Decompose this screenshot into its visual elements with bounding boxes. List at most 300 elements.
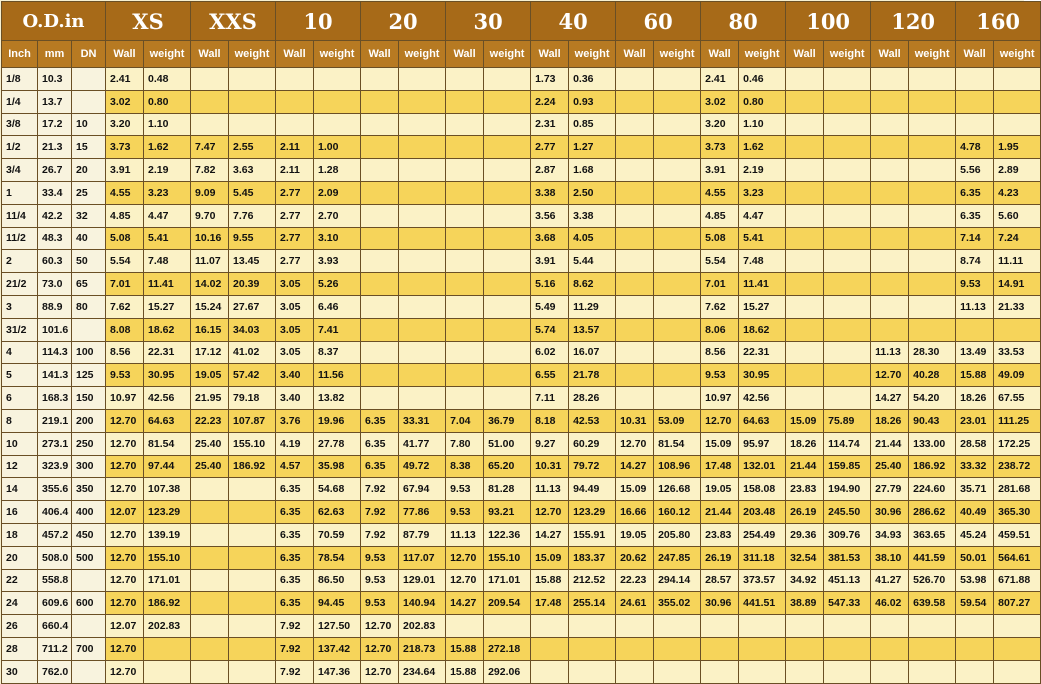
table-cell	[824, 159, 871, 182]
table-cell: 26	[2, 615, 38, 638]
table-cell	[654, 159, 701, 182]
table-row	[2, 546, 1041, 569]
table-cell	[654, 227, 701, 250]
table-cell	[484, 159, 531, 182]
table-cell	[361, 68, 399, 91]
table-cell: 558.8	[38, 569, 72, 592]
table-cell	[909, 204, 956, 227]
table-cell	[399, 159, 446, 182]
table-cell: 7.01	[106, 273, 144, 296]
table-cell: 0.36	[569, 68, 616, 91]
table-cell	[701, 660, 739, 683]
table-cell: 9.53	[446, 478, 484, 501]
table-cell	[361, 295, 399, 318]
table-cell: 97.44	[144, 455, 191, 478]
table-cell	[276, 113, 314, 136]
table-cell	[616, 341, 654, 364]
table-cell: 27.79	[871, 478, 909, 501]
table-row	[2, 523, 1041, 546]
table-cell: 15.88	[956, 364, 994, 387]
table-cell: 500	[72, 546, 106, 569]
table-cell: 41.27	[871, 569, 909, 592]
table-cell: 3/4	[2, 159, 38, 182]
table-cell	[654, 181, 701, 204]
table-cell	[871, 68, 909, 91]
header-schedule-80: 80	[701, 2, 786, 41]
table-cell: 363.65	[909, 523, 956, 546]
table-cell: 300	[72, 455, 106, 478]
table-cell: 14.02	[191, 273, 229, 296]
table-cell: 807.27	[994, 592, 1041, 615]
table-cell: 8	[2, 409, 38, 432]
table-cell	[701, 637, 739, 660]
table-cell	[654, 660, 701, 683]
table-cell: 4.85	[106, 204, 144, 227]
table-cell: 93.21	[484, 501, 531, 524]
table-cell	[276, 68, 314, 91]
table-cell: 25.40	[871, 455, 909, 478]
table-cell: 2.70	[314, 204, 361, 227]
table-cell: 79.72	[569, 455, 616, 478]
table-cell: 50	[72, 250, 106, 273]
table-cell: 15.27	[739, 295, 786, 318]
table-cell	[654, 204, 701, 227]
table-cell: 2.41	[701, 68, 739, 91]
table-cell: 4.47	[739, 204, 786, 227]
table-cell: 13.7	[38, 90, 72, 113]
table-cell: 11.13	[956, 295, 994, 318]
table-cell: 5.41	[144, 227, 191, 250]
table-row	[2, 273, 1041, 296]
table-cell: 2.50	[569, 181, 616, 204]
table-cell: 5.49	[531, 295, 569, 318]
table-row	[2, 432, 1041, 455]
column-header-weight: weight	[739, 41, 786, 68]
table-cell: 3.20	[106, 113, 144, 136]
table-cell	[824, 250, 871, 273]
column-header-row	[2, 41, 1041, 68]
table-cell	[871, 159, 909, 182]
table-cell: 13.45	[229, 250, 276, 273]
table-cell: 1.00	[314, 136, 361, 159]
table-cell: 272.18	[484, 637, 531, 660]
table-cell	[229, 592, 276, 615]
table-cell: 32.54	[786, 546, 824, 569]
table-cell: 53.09	[654, 409, 701, 432]
table-cell: 219.1	[38, 409, 72, 432]
table-cell: 129.01	[399, 569, 446, 592]
table-cell: 406.4	[38, 501, 72, 524]
table-cell: 286.62	[909, 501, 956, 524]
table-cell: 450	[72, 523, 106, 546]
table-cell: 81.54	[144, 432, 191, 455]
table-cell: 62.63	[314, 501, 361, 524]
table-cell	[484, 273, 531, 296]
table-cell	[654, 90, 701, 113]
table-cell: 309.76	[824, 523, 871, 546]
table-cell: 15	[72, 136, 106, 159]
table-cell	[569, 615, 616, 638]
column-header-weight: weight	[994, 41, 1041, 68]
table-cell	[484, 318, 531, 341]
column-header-wall: Wall	[446, 41, 484, 68]
table-cell: 26.7	[38, 159, 72, 182]
header-schedule-10: 10	[276, 2, 361, 41]
table-cell: 107.87	[229, 409, 276, 432]
table-cell: 205.80	[654, 523, 701, 546]
table-cell: 5	[2, 364, 38, 387]
table-cell: 6.35	[956, 204, 994, 227]
table-cell: 2.77	[276, 250, 314, 273]
table-cell: 218.73	[399, 637, 446, 660]
table-cell	[786, 637, 824, 660]
table-cell: 15.88	[446, 660, 484, 683]
table-cell: 194.90	[824, 478, 871, 501]
table-cell: 12	[2, 455, 38, 478]
table-row	[2, 364, 1041, 387]
table-cell: 7.04	[446, 409, 484, 432]
table-cell: 14.27	[446, 592, 484, 615]
table-row	[2, 227, 1041, 250]
table-cell	[824, 204, 871, 227]
table-cell	[994, 318, 1041, 341]
table-cell: 9.53	[446, 501, 484, 524]
table-cell: 14.27	[616, 455, 654, 478]
table-cell: 26.19	[701, 546, 739, 569]
table-cell: 12.70	[446, 546, 484, 569]
table-cell: 1.73	[531, 68, 569, 91]
table-cell: 28.58	[956, 432, 994, 455]
column-header-weight: weight	[399, 41, 446, 68]
table-cell	[361, 113, 399, 136]
table-cell: 11.56	[314, 364, 361, 387]
table-cell	[909, 90, 956, 113]
table-row	[2, 159, 1041, 182]
table-cell: 12.70	[531, 501, 569, 524]
table-cell	[191, 637, 229, 660]
table-cell	[399, 364, 446, 387]
table-cell	[909, 250, 956, 273]
table-cell: 4.55	[701, 181, 739, 204]
table-cell: 2.11	[276, 136, 314, 159]
table-cell	[144, 660, 191, 683]
table-cell: 65	[72, 273, 106, 296]
table-cell: 8.56	[701, 341, 739, 364]
table-row	[2, 295, 1041, 318]
table-cell: 4.19	[276, 432, 314, 455]
table-cell	[446, 181, 484, 204]
table-cell: 5.54	[106, 250, 144, 273]
table-row	[2, 181, 1041, 204]
table-cell: 49.09	[994, 364, 1041, 387]
table-cell	[909, 159, 956, 182]
table-cell	[399, 90, 446, 113]
table-cell	[484, 113, 531, 136]
table-cell: 25.40	[191, 455, 229, 478]
table-cell: 10.31	[616, 409, 654, 432]
table-cell: 94.49	[569, 478, 616, 501]
table-cell: 3.10	[314, 227, 361, 250]
table-cell	[909, 615, 956, 638]
table-cell: 9.27	[531, 432, 569, 455]
table-cell: 12.70	[361, 637, 399, 660]
table-cell: 2.89	[994, 159, 1041, 182]
table-cell	[654, 136, 701, 159]
table-cell	[616, 250, 654, 273]
table-cell	[871, 204, 909, 227]
table-cell: 5.44	[569, 250, 616, 273]
table-cell: 8.08	[106, 318, 144, 341]
table-cell: 168.3	[38, 387, 72, 410]
table-cell: 54.68	[314, 478, 361, 501]
table-cell: 17.2	[38, 113, 72, 136]
table-cell: 3.93	[314, 250, 361, 273]
table-cell: 171.01	[144, 569, 191, 592]
table-cell: 5.45	[229, 181, 276, 204]
column-header-wall: Wall	[361, 41, 399, 68]
table-cell: 4.78	[956, 136, 994, 159]
table-cell	[399, 318, 446, 341]
table-cell: 34.03	[229, 318, 276, 341]
table-cell: 234.64	[399, 660, 446, 683]
table-cell	[361, 341, 399, 364]
table-cell: 245.50	[824, 501, 871, 524]
table-cell	[654, 364, 701, 387]
table-cell: 2.77	[531, 136, 569, 159]
table-cell: 6.35	[276, 523, 314, 546]
table-cell: 3.40	[276, 387, 314, 410]
table-cell: 3.91	[531, 250, 569, 273]
table-cell: 7.80	[446, 432, 484, 455]
table-cell: 3.91	[106, 159, 144, 182]
table-cell: 1.27	[569, 136, 616, 159]
table-cell	[786, 68, 824, 91]
table-cell	[446, 90, 484, 113]
table-cell	[786, 318, 824, 341]
table-cell: 15.09	[531, 546, 569, 569]
table-cell: 114.3	[38, 341, 72, 364]
table-cell	[616, 136, 654, 159]
table-cell: 7.48	[144, 250, 191, 273]
table-cell	[399, 295, 446, 318]
table-cell	[739, 660, 786, 683]
column-header-weight: weight	[314, 41, 361, 68]
table-cell: 70.59	[314, 523, 361, 546]
table-cell: 6.35	[276, 501, 314, 524]
table-cell	[531, 615, 569, 638]
table-cell	[654, 273, 701, 296]
table-cell	[446, 318, 484, 341]
table-cell: 3.76	[276, 409, 314, 432]
table-cell: 87.79	[399, 523, 446, 546]
table-cell: 40	[72, 227, 106, 250]
table-cell: 137.42	[314, 637, 361, 660]
table-cell	[229, 615, 276, 638]
table-cell	[871, 136, 909, 159]
table-cell: 88.9	[38, 295, 72, 318]
table-cell: 24	[2, 592, 38, 615]
table-cell	[994, 660, 1041, 683]
table-cell: 22	[2, 569, 38, 592]
table-cell	[739, 637, 786, 660]
table-cell	[191, 615, 229, 638]
table-cell: 1.10	[144, 113, 191, 136]
table-cell	[871, 90, 909, 113]
table-cell: 8.37	[314, 341, 361, 364]
table-cell	[786, 364, 824, 387]
table-cell: 18.62	[739, 318, 786, 341]
table-cell: 1/2	[2, 136, 38, 159]
table-cell: 8.74	[956, 250, 994, 273]
table-cell: 22.23	[191, 409, 229, 432]
table-row	[2, 136, 1041, 159]
table-cell	[484, 227, 531, 250]
table-cell	[616, 295, 654, 318]
table-cell: 32	[72, 204, 106, 227]
table-cell: 126.68	[654, 478, 701, 501]
table-cell	[446, 68, 484, 91]
table-cell: 139.19	[144, 523, 191, 546]
column-header-weight: weight	[569, 41, 616, 68]
column-header-wall: Wall	[106, 41, 144, 68]
table-cell: 25	[72, 181, 106, 204]
table-cell: 2	[2, 250, 38, 273]
table-cell: 5.74	[531, 318, 569, 341]
table-cell	[786, 295, 824, 318]
table-cell: 294.14	[654, 569, 701, 592]
table-cell	[484, 341, 531, 364]
table-cell	[531, 660, 569, 683]
table-cell	[909, 660, 956, 683]
table-cell: 21.33	[994, 295, 1041, 318]
table-cell	[824, 295, 871, 318]
table-cell: 21.78	[569, 364, 616, 387]
table-cell	[616, 637, 654, 660]
table-cell: 16.66	[616, 501, 654, 524]
table-cell: 11.07	[191, 250, 229, 273]
table-cell	[399, 273, 446, 296]
table-cell: 24.61	[616, 592, 654, 615]
table-cell	[786, 250, 824, 273]
table-cell	[824, 637, 871, 660]
table-cell	[824, 227, 871, 250]
table-cell: 15.24	[191, 295, 229, 318]
table-cell: 107.38	[144, 478, 191, 501]
table-cell: 50.01	[956, 546, 994, 569]
table-cell: 64.63	[739, 409, 786, 432]
table-cell	[361, 90, 399, 113]
table-cell: 9.53	[361, 569, 399, 592]
table-cell	[484, 204, 531, 227]
table-cell: 23.01	[956, 409, 994, 432]
table-cell	[824, 615, 871, 638]
table-cell	[786, 341, 824, 364]
table-cell	[229, 546, 276, 569]
table-cell: 12.70	[361, 660, 399, 683]
table-cell	[654, 637, 701, 660]
table-cell	[616, 227, 654, 250]
table-cell: 224.60	[909, 478, 956, 501]
table-cell	[909, 318, 956, 341]
column-header-weight: weight	[909, 41, 956, 68]
header-schedule-30: 30	[446, 2, 531, 41]
table-cell: 7.48	[739, 250, 786, 273]
table-cell	[229, 637, 276, 660]
table-cell: 203.48	[739, 501, 786, 524]
table-cell: 3.23	[739, 181, 786, 204]
table-cell	[484, 136, 531, 159]
table-cell: 2.11	[276, 159, 314, 182]
table-cell	[786, 90, 824, 113]
table-cell: 13.82	[314, 387, 361, 410]
table-cell: 547.33	[824, 592, 871, 615]
table-cell	[484, 364, 531, 387]
table-cell: 19.96	[314, 409, 361, 432]
table-cell	[191, 68, 229, 91]
table-cell: 111.25	[994, 409, 1041, 432]
table-cell	[909, 181, 956, 204]
table-cell: 5.26	[314, 273, 361, 296]
table-cell	[484, 68, 531, 91]
table-cell	[654, 295, 701, 318]
table-cell: 22.31	[144, 341, 191, 364]
table-row	[2, 341, 1041, 364]
table-cell: 600	[72, 592, 106, 615]
table-cell: 5.41	[739, 227, 786, 250]
table-cell	[72, 569, 106, 592]
table-row	[2, 90, 1041, 113]
table-cell	[361, 387, 399, 410]
table-cell: 42.56	[739, 387, 786, 410]
table-cell	[191, 592, 229, 615]
table-cell	[191, 569, 229, 592]
table-cell: 7.01	[701, 273, 739, 296]
table-cell: 12.70	[106, 569, 144, 592]
table-cell: 7.92	[276, 660, 314, 683]
table-cell: 40.49	[956, 501, 994, 524]
table-cell	[314, 113, 361, 136]
table-cell	[72, 68, 106, 91]
table-cell: 8.62	[569, 273, 616, 296]
table-cell: 19.05	[701, 478, 739, 501]
table-row	[2, 478, 1041, 501]
table-cell: 9.55	[229, 227, 276, 250]
column-header-wall: Wall	[616, 41, 654, 68]
table-cell: 122.36	[484, 523, 531, 546]
table-cell	[446, 159, 484, 182]
table-cell	[399, 181, 446, 204]
table-cell: 25.40	[191, 432, 229, 455]
table-cell	[191, 660, 229, 683]
table-cell: 159.85	[824, 455, 871, 478]
table-cell: 81.28	[484, 478, 531, 501]
table-cell: 5.56	[956, 159, 994, 182]
table-cell: 250	[72, 432, 106, 455]
table-cell	[72, 90, 106, 113]
table-row	[2, 592, 1041, 615]
table-cell	[871, 295, 909, 318]
table-cell: 12.70	[871, 364, 909, 387]
table-cell: 8.06	[701, 318, 739, 341]
table-cell: 73.0	[38, 273, 72, 296]
table-cell: 57.42	[229, 364, 276, 387]
table-cell: 4.57	[276, 455, 314, 478]
table-cell: 9.53	[956, 273, 994, 296]
table-cell: 12.70	[106, 455, 144, 478]
table-cell	[361, 227, 399, 250]
table-cell: 4.47	[144, 204, 191, 227]
table-cell: 75.89	[824, 409, 871, 432]
